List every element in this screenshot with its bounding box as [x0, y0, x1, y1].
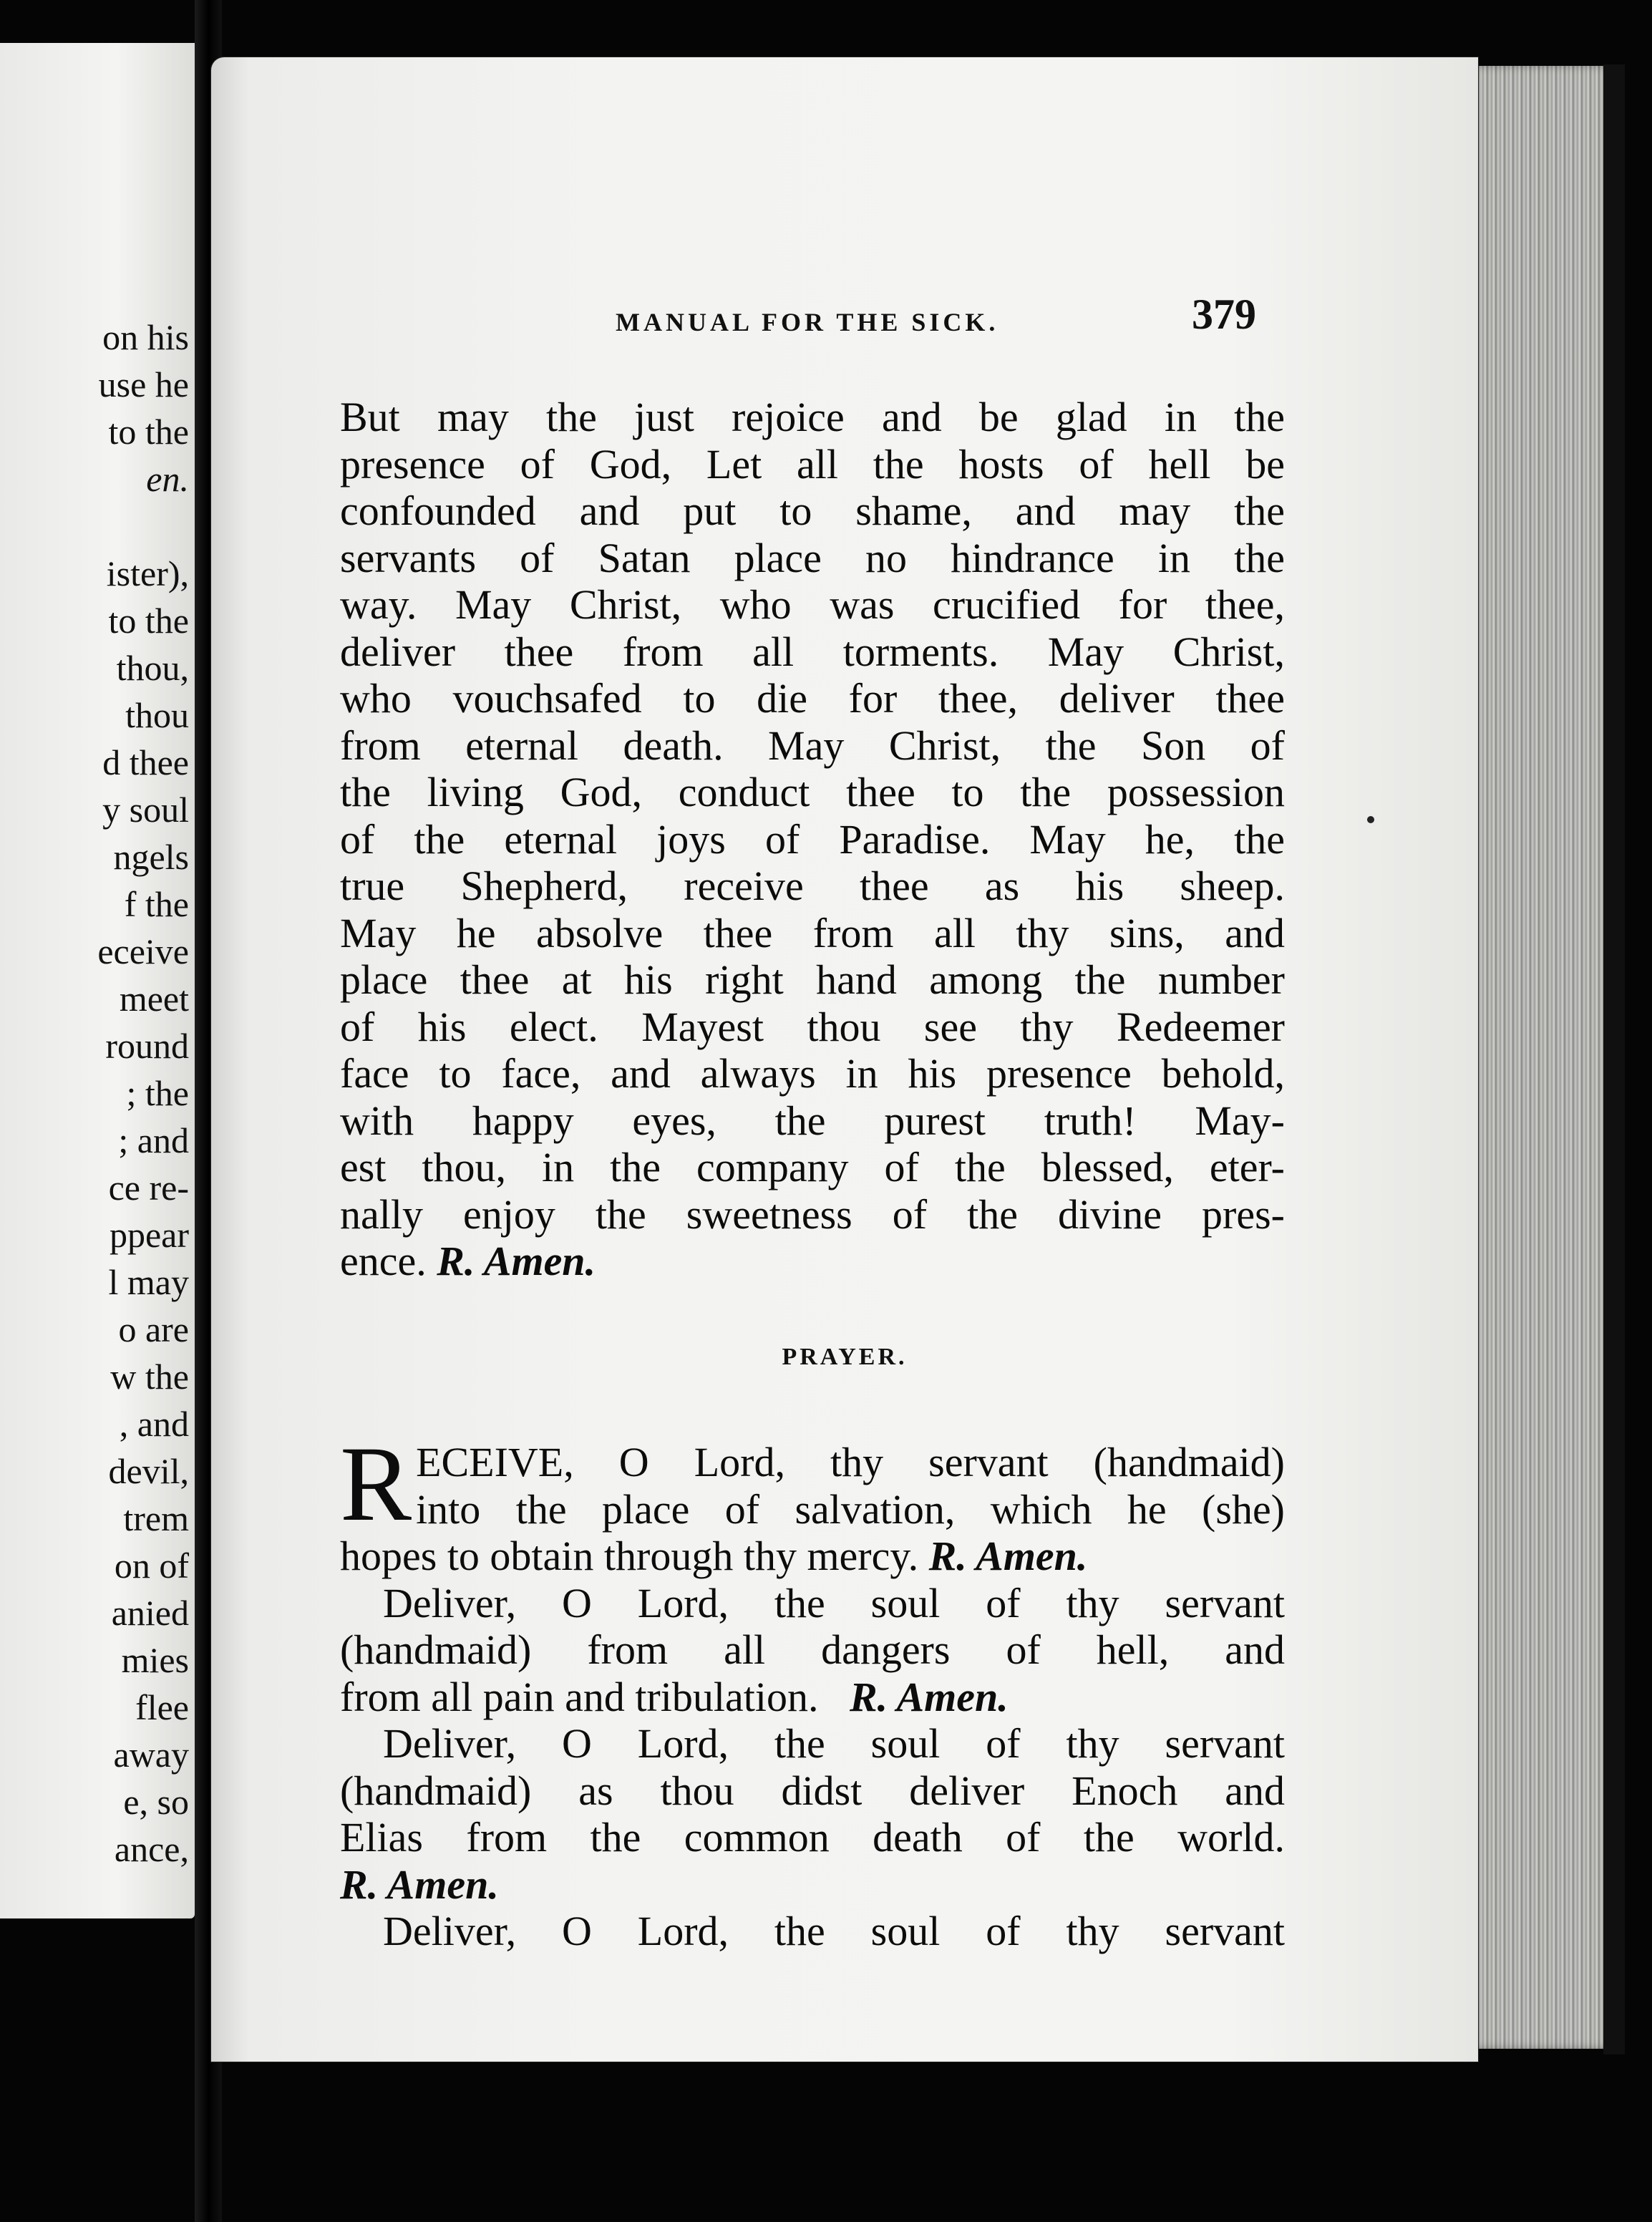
- left-line: en.: [146, 459, 189, 499]
- left-line: , and: [119, 1404, 189, 1444]
- response-amen: R. Amen.: [928, 1533, 1088, 1579]
- text-line: place thee at his right hand among the number: [340, 956, 1285, 1003]
- text-line: confounded and put to shame, and may the: [340, 487, 1285, 534]
- prayer-line: Deliver, O Lord, the soul of thy servant: [383, 1908, 1285, 1954]
- prayer-line: Elias from the common death of the world.: [340, 1814, 1285, 1860]
- left-line: ngels: [113, 837, 189, 877]
- response-amen: R. Amen.: [340, 1860, 499, 1908]
- left-line: mies: [121, 1640, 189, 1680]
- left-line: w the: [110, 1357, 189, 1397]
- text-line-end: [340, 1238, 1285, 1285]
- text-line: with happy eyes, the purest truth! May-: [340, 1097, 1285, 1144]
- text-line: the living God, conduct thee to the possession: [340, 769, 1285, 815]
- left-line: ce re-: [108, 1168, 189, 1208]
- text-line: who vouchsafed to die for thee, deliver thee: [340, 675, 1285, 722]
- left-line: f the: [124, 884, 189, 924]
- text-line: true Shepherd, receive thee as his sheep.: [340, 863, 1285, 909]
- left-line: to the: [108, 601, 189, 641]
- edge-shadow: [1603, 64, 1625, 2054]
- left-line: ; the: [126, 1073, 189, 1113]
- text-line: servants of Satan place no hindrance in the: [340, 534, 1285, 581]
- drop-cap: R: [340, 1425, 412, 1543]
- prayer-line: Deliver, O Lord, the soul of thy servant: [383, 1720, 1285, 1767]
- left-line: eceive: [97, 931, 189, 971]
- paragraph-end: ence.: [340, 1238, 427, 1284]
- left-line: ance,: [114, 1829, 189, 1869]
- prayer-line: [340, 1861, 1285, 1908]
- left-line: meet: [119, 979, 189, 1019]
- text-line: May he absolve thee from all thy sins, and: [340, 909, 1285, 956]
- left-line: thou: [125, 695, 189, 735]
- text-line: of his elect. Mayest thou see thy Redeemer: [340, 1003, 1285, 1050]
- left-line: ; and: [118, 1120, 189, 1160]
- body-paragraph: [340, 394, 1285, 1285]
- text-line: presence of God, Let all the hosts of hell be: [340, 440, 1285, 487]
- prayer-line: [340, 1533, 1285, 1580]
- prayer-line: (handmaid) as thou didst deliver Enoch and: [340, 1767, 1285, 1814]
- left-line: l may: [108, 1262, 189, 1302]
- page-number: 379: [1192, 291, 1256, 338]
- left-line: to the: [108, 412, 189, 452]
- prayer-line: [340, 1674, 1285, 1721]
- left-line: devil,: [108, 1451, 189, 1491]
- left-line: on his: [102, 317, 189, 357]
- prayer-line: (handmaid) from all dangers of hell, and: [340, 1626, 1285, 1673]
- left-page-text: [0, 314, 189, 1873]
- left-line: e, so: [123, 1782, 189, 1822]
- left-line: anied: [111, 1593, 189, 1633]
- running-head: [211, 283, 1478, 340]
- running-head-title: MANUAL FOR THE SICK.: [616, 308, 999, 336]
- text-line: face to face, and always in his presence behold,: [340, 1050, 1285, 1097]
- response-amen: R. Amen.: [437, 1238, 596, 1284]
- prayer-text: [340, 1425, 1285, 1955]
- text-line: nally enjoy the sweetness of the divine pres-: [340, 1190, 1285, 1238]
- prayer-line-text: hopes to obtain through thy mercy.: [340, 1533, 919, 1579]
- text-line: est thou, in the company of the blessed, eter-: [340, 1144, 1285, 1190]
- ink-speck: [1367, 816, 1374, 823]
- left-line: ister),: [106, 553, 189, 593]
- prayer-line: Deliver, O Lord, the soul of thy servant: [383, 1579, 1285, 1626]
- section-heading: PRAYER.: [782, 1344, 908, 1370]
- left-line: thou,: [116, 648, 189, 688]
- left-line: d thee: [102, 742, 189, 782]
- left-facing-page: [0, 43, 195, 1918]
- text-line: deliver thee from all torments. May Christ,: [340, 628, 1285, 675]
- book-page: [211, 57, 1478, 2062]
- text-line: But may the just rejoice and be glad in the: [340, 394, 1285, 440]
- prayer-line: ECEIVE, O Lord, thy servant (handmaid): [416, 1439, 1285, 1485]
- left-line: away: [113, 1735, 189, 1775]
- left-line: on of: [114, 1546, 189, 1586]
- page-edges: [1453, 66, 1621, 2049]
- text-line: way. May Christ, who was crucified for thee,: [340, 581, 1285, 628]
- text-line: from eternal death. May Christ, the Son of: [340, 722, 1285, 769]
- response-amen: R. Amen.: [849, 1673, 1009, 1720]
- left-line: round: [105, 1026, 189, 1066]
- prayer-line: into the place of salvation, which he (she): [416, 1485, 1285, 1533]
- left-line: ppear: [109, 1215, 189, 1255]
- left-line-gap: [0, 503, 189, 550]
- left-line: flee: [135, 1687, 189, 1727]
- left-line: use he: [98, 364, 189, 404]
- left-line: trem: [123, 1498, 189, 1538]
- left-line: o are: [118, 1309, 189, 1349]
- text-line: of the eternal joys of Paradise. May he, the: [340, 815, 1285, 863]
- left-line: y soul: [102, 790, 189, 830]
- prayer-line-text: from all pain and tribulation.: [340, 1673, 819, 1720]
